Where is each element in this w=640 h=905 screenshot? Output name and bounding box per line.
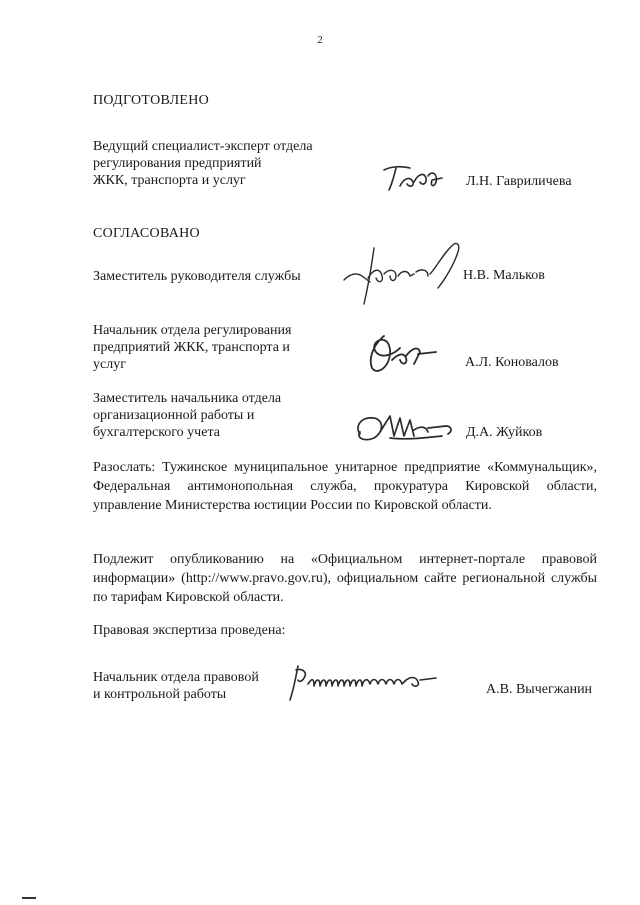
signatory-name: Д.А. Жуйков [466, 425, 543, 440]
signature-vychegzhanin [286, 662, 456, 704]
signature-zhuykov [350, 408, 460, 448]
margin-mark [22, 897, 36, 899]
position-line: Заместитель руководителя службы [93, 269, 301, 284]
approved-position-2 [93, 322, 291, 373]
position-line: бухгалтерского учета [93, 425, 220, 440]
signature-konovalov [362, 330, 444, 378]
distribution-paragraph: Разослать: Тужинское муниципальное унитарное предприятие «Коммунальщик», Федеральная антимонопольная служба, прокуратура Кировской области, управление Министерства юстиции России по Кировской области. [93, 460, 597, 513]
position-line: Начальник отдела правовой [93, 670, 259, 685]
position-line: Заместитель начальника отдела [93, 391, 282, 406]
signatory-name: А.В. Вычегжанин [486, 682, 593, 697]
legal-review-note: Правовая экспертиза проведена: [93, 623, 286, 638]
prepared-heading: ПОДГОТОВЛЕНО [93, 93, 210, 108]
position-line: услуг [93, 357, 126, 372]
position-line: ЖКК, транспорта и услуг [93, 173, 246, 188]
signatory-name: А.Л. Коновалов [465, 355, 559, 370]
approved-heading: СОГЛАСОВАНО [93, 226, 200, 241]
legal-review-position [93, 669, 259, 703]
position-line: Начальник отдела регулирования [93, 323, 292, 338]
position-line: Ведущий специалист-эксперт отдела [93, 139, 313, 154]
signatory-name: Л.Н. Гавриличева [466, 174, 572, 189]
position-line: предприятий ЖКК, транспорта и [93, 340, 290, 355]
signatory-name: Н.В. Мальков [463, 268, 545, 283]
signature-malkov [340, 238, 470, 310]
prepared-position [93, 138, 313, 189]
approved-position-3 [93, 390, 281, 441]
position-line: организационной работы и [93, 408, 255, 423]
position-line: регулирования предприятий [93, 156, 262, 171]
publication-paragraph: Подлежит опубликованию на «Официальном интернет-портале правовой информации» (http://www.pravo.gov.ru), официальном сайте региональной службы по тарифам Кировской области. [93, 552, 597, 605]
approved-position-1 [93, 268, 301, 285]
signature-gavrilicheva [380, 160, 450, 196]
page-number: 2 [317, 34, 323, 46]
position-line: и контрольной работы [93, 687, 227, 702]
